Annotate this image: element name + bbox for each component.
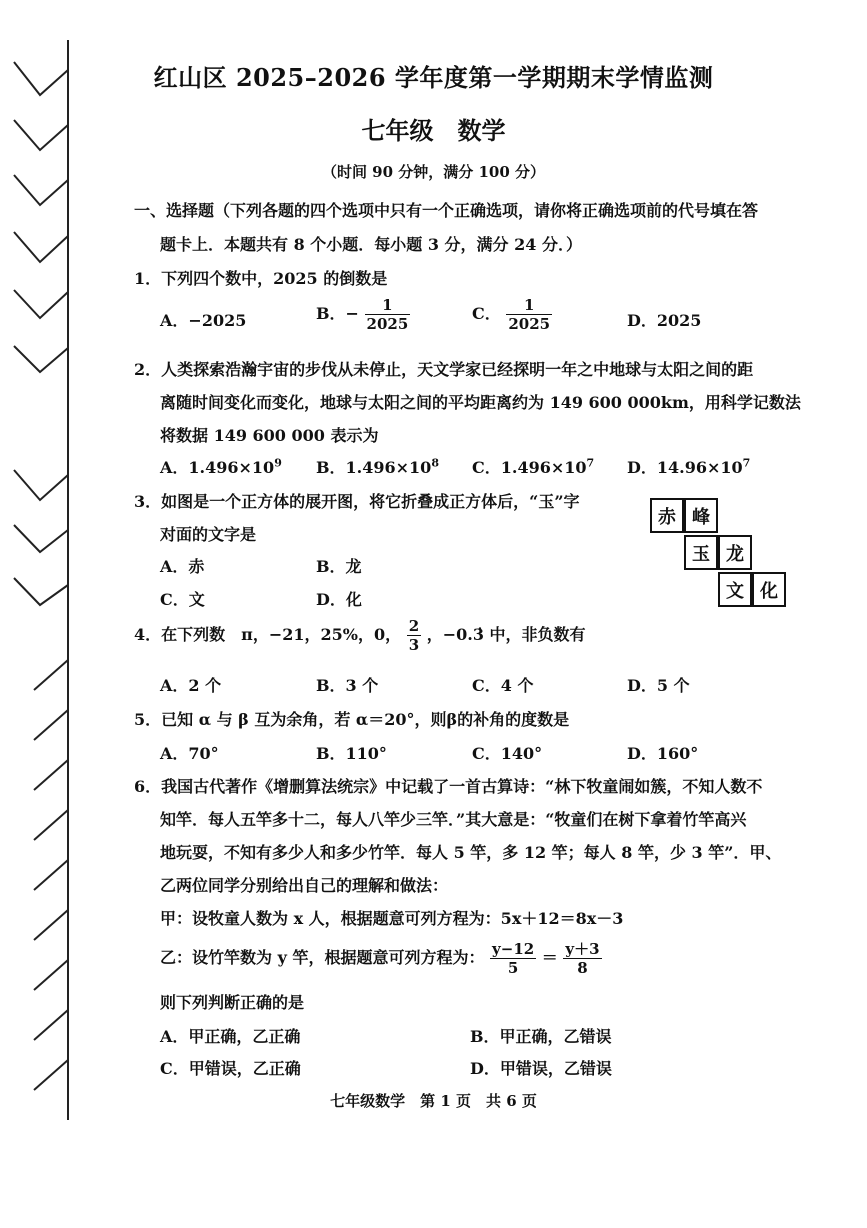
q6-yi-prefix: 乙：设竹竿数为 y 竿，根据题意可列方程为： (160, 948, 485, 967)
q1-option-a: A．−2025 (160, 311, 247, 330)
q1-stem: 1．下列四个数中，2025 的倒数是 (134, 269, 388, 288)
q3-stem-line1: 3．如图是一个正方体的展开图，将它折叠成正方体后，“玉”字 (134, 492, 580, 511)
exam-subject: 七年级 数学 (361, 116, 506, 145)
q6-option-b: B．甲正确，乙错误 (470, 1027, 612, 1046)
q6-yi-fraction-left-numerator: y−12 (492, 940, 535, 958)
q5-stem: 5．已知 α 与 β 互为余角，若 α＝20°，则β的补角的度数是 (134, 710, 570, 729)
q3-option-c: C．文 (160, 590, 205, 609)
cube-net-cell: 化 (752, 572, 786, 607)
q2-option-d-base: D．14.96×10 (627, 458, 743, 477)
q2-option-a (160, 455, 282, 478)
q4-option-c: C．4 个 (472, 676, 534, 695)
q1-option-c (472, 296, 552, 333)
q6-stem-line4: 乙两位同学分别给出自己的理解和做法： (160, 876, 449, 895)
q6-jia-solution: 甲：设牧童人数为 x 人，根据题意可列方程为：5x＋12＝8x－3 (160, 909, 624, 928)
q4-fraction-numerator: 2 (408, 617, 420, 635)
q2-option-c-base: C．1.496×10 (472, 458, 587, 477)
q1-option-b-denominator: 2025 (366, 315, 409, 333)
exam-time-info: （时间 90 分钟，满分 100 分） (321, 163, 546, 181)
q6-yi-fraction-right (563, 940, 601, 977)
q2-option-a-exponent: 9 (274, 456, 282, 470)
q6-stem-line2: 知竿．每人五竿多十二，每人八竿少三竿．”其大意是：“牧童们在树下拿着竹竿高兴 (160, 810, 747, 829)
q1-option-c-denominator: 2025 (508, 315, 551, 333)
q2-option-a-base: A．1.496×10 (160, 458, 275, 477)
q2-option-c-exponent: 7 (586, 456, 595, 470)
q5-option-a: A．70° (160, 744, 219, 763)
cube-net-cell: 文 (718, 572, 752, 607)
q3-option-d: D．化 (316, 590, 362, 609)
binding-margin-decoration (0, 0, 80, 1228)
cube-net-cell: 峰 (684, 498, 718, 533)
q1-option-c-prefix: C． (472, 304, 501, 323)
q6-yi-solution (160, 940, 602, 977)
cube-net-cell: 玉 (684, 535, 718, 570)
q4-stem (134, 617, 586, 654)
q6-stem-line1: 6．我国古代著作《增删算法统宗》中记载了一首古算诗：“林下牧童闹如簇，不知人数不 (134, 777, 763, 796)
section1-instruction-line1: 一、选择题（下列各题的四个选项中只有一个正确选项，请你将正确选项前的代号填在答 (134, 201, 759, 220)
q5-option-d: D．160° (627, 744, 699, 763)
q6-yi-fraction-left (490, 940, 536, 977)
q3-option-a: A．赤 (160, 557, 205, 576)
q2-option-c (472, 455, 594, 478)
exam-title: 红山区 2025–2026 学年度第一学期期末学情监测 (153, 63, 714, 92)
q4-stem-suffix: ，−0.3̇ 中，非负数有 (426, 625, 586, 644)
q3-option-b: B．龙 (316, 557, 362, 576)
q4-stem-prefix: 4．在下列数 π，−21，25%，0， (134, 625, 402, 644)
q2-stem-line3: 将数据 149 600 000 表示为 (160, 426, 379, 445)
q4-option-b: B．3 个 (316, 676, 379, 695)
q3-stem-line2: 对面的文字是 (160, 525, 257, 544)
q6-yi-equals: ＝ (541, 948, 558, 967)
q2-stem-line2: 离随时间变化而变化，地球与太阳之间的平均距离约为 149 600 000km，用科学记数法 (160, 393, 801, 412)
q6-stem-line3: 地玩耍，不知有多少人和多少竹竿．每人 5 竿，多 12 竿；每人 8 竿，少 3 竿”．甲、 (160, 843, 782, 862)
q6-option-d: D．甲错误，乙错误 (470, 1059, 612, 1078)
q1-option-b (316, 296, 410, 333)
q6-yi-fraction-left-denominator: 5 (507, 959, 519, 977)
q2-option-b-exponent: 8 (431, 456, 439, 470)
q5-option-b: B．110° (316, 744, 387, 763)
q1-option-c-fraction (506, 296, 552, 333)
q6-yi-fraction-right-denominator: 8 (577, 959, 588, 977)
q6-option-a: A．甲正确，乙正确 (160, 1027, 301, 1046)
q4-fraction-denominator: 3 (408, 636, 420, 654)
q2-option-b-base: B．1.496×10 (316, 458, 432, 477)
q4-option-d: D．5 个 (627, 676, 690, 695)
q5-option-c: C．140° (472, 744, 543, 763)
q2-option-d (627, 455, 750, 478)
cube-net-cell: 龙 (718, 535, 752, 570)
q6-judge-prompt: 则下列判断正确的是 (160, 993, 305, 1012)
q2-stem-line1: 2．人类探索浩瀚宇宙的步伐从未停止，天文学家已经探明一年之中地球与太阳之间的距 (134, 360, 754, 379)
section1-instruction-line2: 题卡上．本题共有 8 个小题．每小题 3 分，满分 24 分．） (160, 235, 582, 254)
q4-fraction (407, 617, 421, 654)
q1-option-b-numerator: 1 (365, 296, 411, 315)
q6-yi-fraction-right-numerator: y＋3 (565, 940, 600, 958)
q2-option-d-exponent: 7 (742, 456, 751, 470)
q6-option-c: C．甲错误，乙正确 (160, 1059, 301, 1078)
q1-option-b-prefix: B．− (316, 304, 359, 323)
cube-net-cell: 赤 (650, 498, 684, 533)
q1-option-d: D．2025 (627, 311, 702, 330)
q1-option-b-fraction (365, 296, 411, 333)
q4-option-a: A．2 个 (160, 676, 222, 695)
page-footer: 七年级数学 第 1 页 共 6 页 (330, 1092, 537, 1110)
q2-option-b (316, 455, 439, 478)
q1-option-c-numerator: 1 (506, 296, 552, 315)
